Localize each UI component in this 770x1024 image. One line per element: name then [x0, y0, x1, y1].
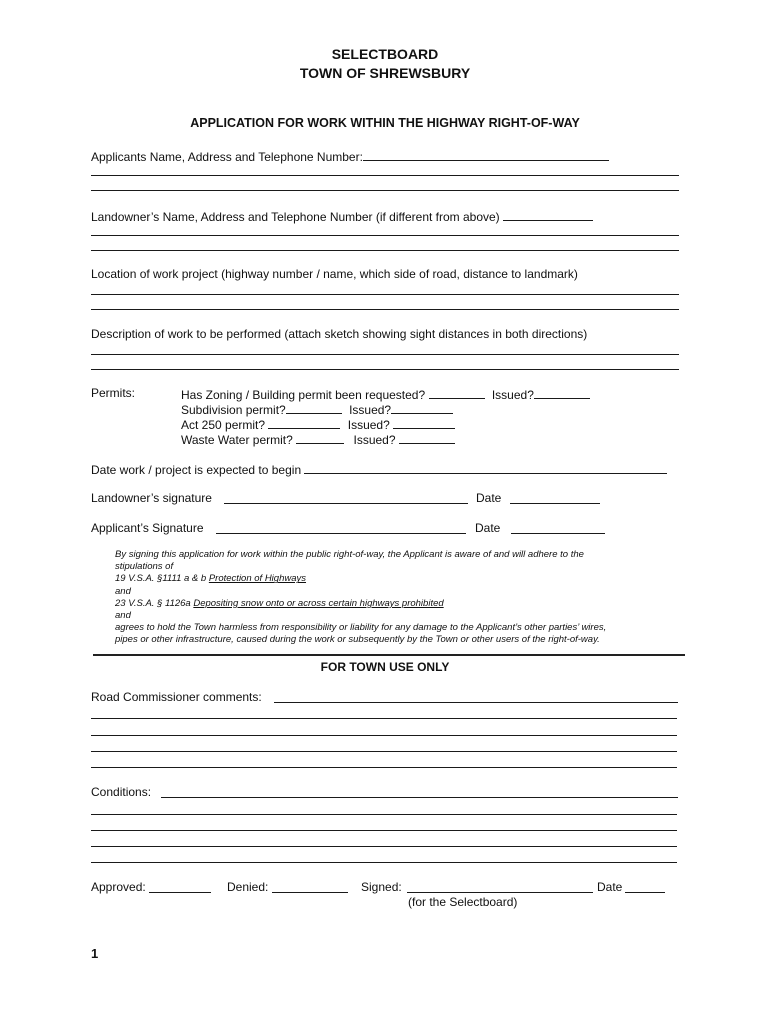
form-title: APPLICATION FOR WORK WITHIN THE HIGHWAY RIGHT-OF-WAY [190, 116, 580, 130]
permit-issued-label: Issued? [349, 403, 392, 417]
conditions-line-4[interactable] [91, 846, 677, 847]
location-line-1[interactable] [91, 294, 679, 295]
permit-issued-label: Issued? [491, 388, 534, 402]
signed-label: Signed: [361, 880, 402, 894]
applicant-date-label: Date [475, 521, 501, 535]
location-line-2[interactable] [91, 309, 679, 310]
road-commissioner-input[interactable] [274, 690, 678, 703]
permits-label: Permits: [91, 386, 136, 400]
permit-question: Waste Water permit? [181, 433, 293, 447]
expected-date-field [91, 461, 667, 477]
wastewater-requested-input[interactable] [296, 431, 344, 444]
page-number: 1 [91, 946, 99, 961]
conditions-line-2[interactable] [91, 814, 677, 815]
permit-issued-label: Issued? [347, 418, 390, 432]
applicant-field [91, 148, 609, 164]
conditions-label: Conditions: [91, 785, 152, 799]
permit-row-subdivision [181, 401, 453, 417]
applicant-line-2[interactable] [91, 175, 679, 176]
notice-line: stipulations of [115, 561, 174, 573]
zoning-requested-input[interactable] [429, 386, 485, 399]
for-selectboard-caption: (for the Selectboard) [408, 895, 518, 909]
selectboard-date-input[interactable] [625, 880, 665, 893]
landowner-line-2[interactable] [91, 235, 679, 236]
expected-date-input[interactable] [304, 461, 667, 474]
notice-line: By signing this application for work within the public right-of-way, the Applicant is aware of and will adhere to the [115, 549, 584, 560]
applicant-signature-input[interactable] [216, 521, 466, 534]
applicant-signature-label: Applicant’s Signature [91, 521, 204, 535]
description-line-2[interactable] [91, 369, 679, 370]
section-divider [93, 654, 685, 656]
description-line-1[interactable] [91, 354, 679, 355]
notice-line: and [115, 585, 131, 597]
statute-title: Depositing snow onto or across certain highways prohibited [193, 597, 444, 609]
permit-row-zoning [181, 386, 590, 402]
location-label: Location of work project (highway number / name, which side of road, distance to landmark) [91, 267, 578, 281]
denied-label: Denied: [227, 880, 269, 894]
permit-question: Has Zoning / Building permit been requested? [181, 388, 426, 402]
notice-text [115, 549, 606, 647]
applicant-label: Applicants Name, Address and Telephone Number: [91, 150, 363, 164]
conditions-line-3[interactable] [91, 830, 677, 831]
road-commissioner-label: Road Commissioner comments: [91, 690, 262, 704]
signed-input[interactable] [407, 880, 593, 893]
landowner-field [91, 208, 593, 224]
act250-requested-input[interactable] [268, 416, 340, 429]
page-subtitle-town: TOWN OF SHREWSBURY [299, 65, 471, 81]
expected-date-label: Date work / project is expected to begin [91, 463, 302, 477]
landowner-label: Landowner’s Name, Address and Telephone Number (if different from above) [91, 210, 500, 224]
conditions-input[interactable] [161, 785, 678, 798]
description-label: Description of work to be performed (attach sketch showing sight distances in both directions) [91, 327, 588, 341]
landowner-date-input[interactable] [510, 491, 600, 504]
notice-line: pipes or other infrastructure, caused during the work or subsequently by the Town or other users of the right-of-way. [115, 634, 600, 646]
permit-row-wastewater [181, 431, 455, 447]
page-title: SELECTBOARD [331, 46, 439, 62]
conditions-line-5[interactable] [91, 862, 677, 863]
statute-ref: 23 V.S.A. § 1126a [115, 597, 194, 609]
denied-input[interactable] [272, 880, 348, 893]
landowner-input[interactable] [503, 208, 593, 221]
landowner-date-label: Date [476, 491, 502, 505]
statute-title: Protection of Highways [208, 573, 307, 585]
subdivision-issued-input[interactable] [391, 401, 453, 414]
landowner-signature-input[interactable] [224, 491, 468, 504]
zoning-issued-input[interactable] [534, 386, 590, 399]
permit-issued-label: Issued? [353, 433, 396, 447]
approved-input[interactable] [149, 880, 211, 893]
act250-issued-input[interactable] [393, 416, 455, 429]
notice-statute-2 [115, 598, 606, 610]
wastewater-issued-input[interactable] [399, 431, 455, 444]
notice-line: and [115, 610, 131, 622]
town-use-heading: FOR TOWN USE ONLY [320, 660, 450, 674]
applicant-line-3[interactable] [91, 190, 679, 191]
landowner-signature-field [91, 491, 212, 505]
notice-statute-1 [115, 573, 606, 585]
permit-question: Act 250 permit? [181, 418, 266, 432]
notice-line: agrees to hold the Town harmless from responsibility or liability for any damage to the Applicant’s other parties’ wires, [115, 622, 607, 634]
applicant-input[interactable] [363, 148, 609, 161]
landowner-signature-label: Landowner’s signature [91, 491, 212, 505]
permit-row-act250 [181, 416, 455, 432]
landowner-line-3[interactable] [91, 250, 679, 251]
applicant-date-input[interactable] [511, 521, 605, 534]
subdivision-requested-input[interactable] [286, 401, 342, 414]
road-commissioner-line-4[interactable] [91, 751, 677, 752]
road-commissioner-line-2[interactable] [91, 718, 677, 719]
permit-question: Subdivision permit? [181, 403, 286, 417]
statute-ref: 19 V.S.A. §1111 a & b [115, 573, 209, 585]
approved-label: Approved: [91, 880, 146, 894]
road-commissioner-line-3[interactable] [91, 735, 677, 736]
selectboard-date-label: Date [597, 880, 623, 894]
road-commissioner-line-5[interactable] [91, 767, 677, 768]
